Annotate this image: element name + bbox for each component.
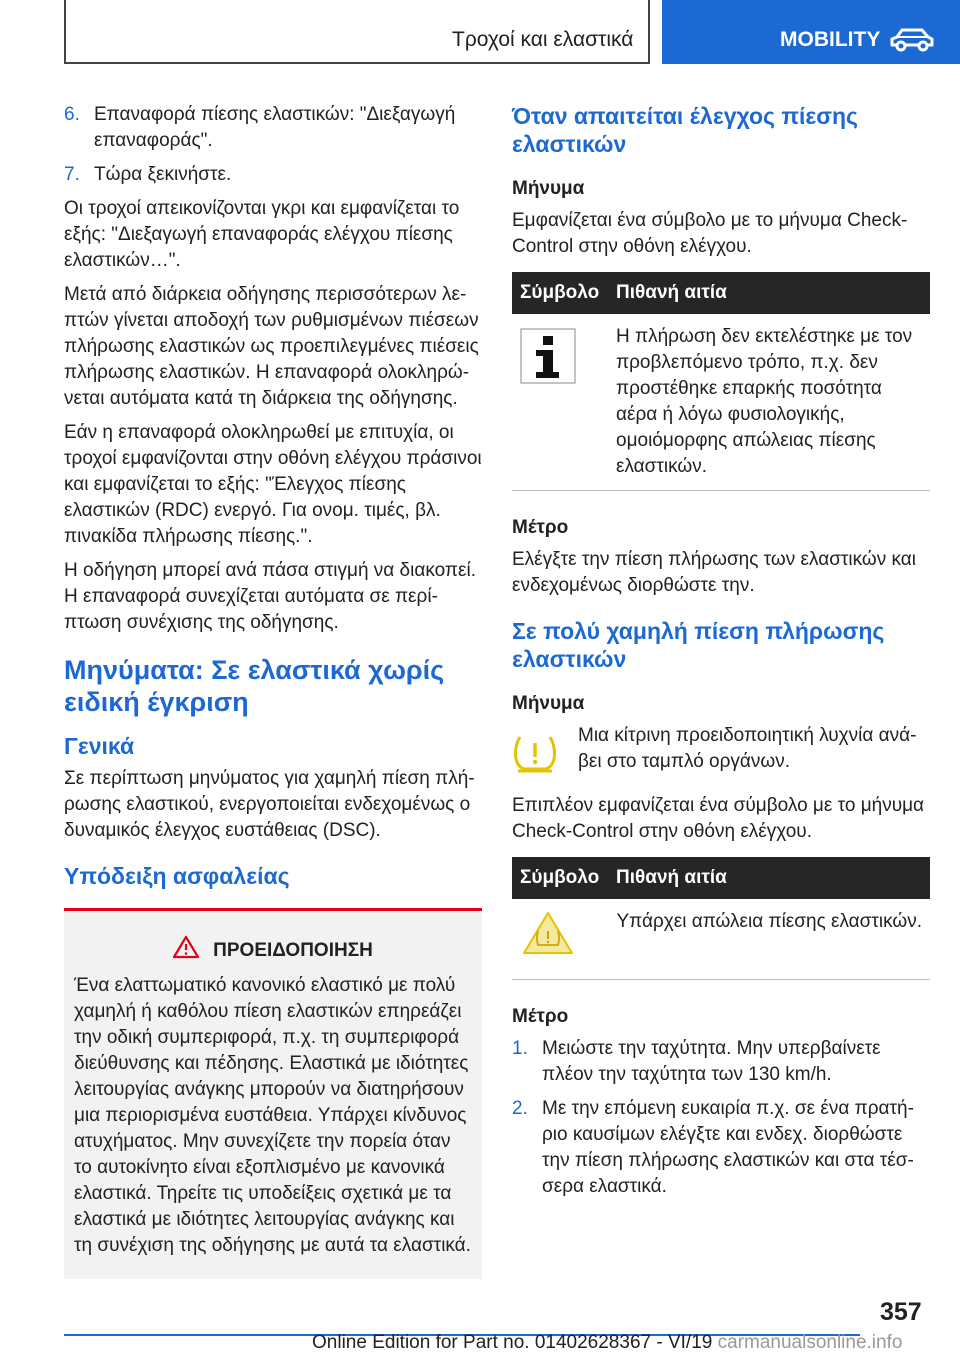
paragraph: Μετά από διάρκεια οδήγησης περισσότερων λεπτών γίνεται αποδοχή των ρυθμισμένων πιέσεων πλήρωσης ελαστικών ως προεπιλεγμένες πιέσεις πλήρωσης ελαστικών. Η επαναφορά ολοκληρώνεται αυτόματα κατά τη διάρκεια της οδήγησης. (64, 284, 479, 409)
edition-text: Online Edition for Part no. 01402628367 - VI/19 (312, 1332, 713, 1353)
subsection-heading: Γενικά (64, 733, 135, 759)
label-heading: Μήνυμα (512, 693, 585, 714)
mobility-tab[interactable] (662, 0, 960, 64)
section-heading: Μηνύματα: Σε ελαστικά χωρίς ειδική έγκριση (64, 655, 445, 717)
symbol-table-2 (512, 857, 930, 980)
warning-header (74, 935, 472, 967)
label-heading: Μέτρο (512, 517, 569, 538)
car-icon (888, 25, 936, 58)
paragraph: Ελέγξτε την πίεση πλήρωσης των ελαστικών και ενδεχομένως διορθώστε την. (512, 549, 917, 596)
paragraph: Οι τροχοί απεικονίζονται γκρι και εμφανίζεται το εξής: "Διεξαγωγή επαναφοράς ελέγχου πίεσης ελαστικών…". (64, 198, 460, 271)
tire-pressure-warning-icon (512, 723, 578, 781)
list-text: Μειώστε την ταχύτητα. Μην υπερβαίνετε πλέον την ταχύτητα των 130 km/h. (542, 1038, 881, 1085)
section-heading: Σε πολύ χαμηλή πίεση πλήρωσης ελαστικών (512, 618, 885, 672)
warning-box (64, 908, 482, 1279)
list-item (64, 102, 482, 154)
paragraph: Η οδήγηση μπορεί ανά πάσα στιγμή να διακοπεί. Η επαναφορά συνεχίζεται αυτόματα σε περίπτωση συνέχισης της οδήγησης. (64, 560, 476, 633)
lamp-row (512, 723, 930, 781)
mobility-tab-label: MOBILITY (780, 28, 881, 51)
paragraph: Εάν η επαναφορά ολοκληρωθεί με επιτυχία, οι τροχοί εμφανίζονται στην οθόνη ελέγχου πράσινοι και εμφανίζεται το εξής: "Έλεγχος πίεσης ελαστικών (RDC) ενεργό. Για ονομ. τιμές, βλ. πινακίδα πλήρωσης πίεσης.". (64, 422, 482, 547)
list-text: Τώρα ξεκινήστε. (94, 164, 232, 185)
table-header-cause: Πιθανή αιτία (608, 272, 930, 314)
table-row (512, 899, 930, 980)
list-text: Με την επόμενη ευκαιρία π.χ. σε ένα πρατήριο καυσίμων ελέγξτε και ενδεχ. διορθώστε την πίεση πλήρωσης ελαστικών και στα τέσσερα ελαστικά. (542, 1098, 914, 1197)
warning-text: Ένα ελαττωματικό κανονικό ελαστικό με πολύ χαμηλή ή καθόλου πίεση ελαστικών επηρεάζει την οδική συμπεριφορά, π.χ. τη συμπεριφορά διεύθυνσης και πέδησης. Ελαστικά με ιδιότητες λειτουργίας ανάγκης μπορούν να διατηρήσουν μια περιορισμένα ευστάθεια. Υπάρχει κίνδυνος ατυχήματος. Μην συνεχίζετε την πορεία όταν το αυτοκίνητο είναι εξοπλισμένο με κανονικά ελαστικά. Τηρείτε τις υποδείξεις σχετικά με τα ελαστικά με ιδιότητες λειτουργίας ανάγκης και τη συνέχιση της οδήγησης με αυτά τα ελαστικά. (74, 975, 471, 1256)
list-text: Επαναφορά πίεσης ελαστικών: "Διεξαγωγή επαναφοράς". (94, 104, 456, 151)
warning-title: ΠΡΟΕΙΔΟΠΟΙΗΣΗ (213, 940, 373, 961)
list-number: 1. (512, 1038, 528, 1059)
page-number: 357 (880, 1298, 922, 1326)
list-item (64, 162, 482, 188)
list-number: 6. (64, 104, 80, 125)
right-column (512, 102, 930, 1208)
left-column (64, 102, 482, 1279)
table-header-cause: Πιθανή αιτία (608, 857, 930, 899)
footer-edition (312, 1332, 902, 1354)
info-icon (520, 368, 576, 389)
table-header-symbol: Σύμβολο (512, 857, 608, 899)
chapter-title: Τροχοί και ελαστικά (452, 28, 634, 51)
warning-triangle-icon (173, 935, 213, 967)
paragraph: Επιπλέον εμφανίζεται ένα σύμβολο με το μήνυμα Check-Control στην οθόνη ελέγχου. (512, 795, 925, 842)
list-number: 7. (64, 164, 80, 185)
list-item (512, 1036, 930, 1088)
section-heading: Όταν απαιτείται έλεγχος πίεσης ελαστικών (512, 103, 859, 157)
watermark-text: carmanualsonline.info (717, 1332, 903, 1353)
table-header-symbol: Σύμβολο (512, 272, 608, 314)
subsection-heading: Υπόδειξη ασφαλείας (64, 863, 290, 889)
lamp-text: Μια κίτρινη προειδοποιητική λυχνία ανάβει στο ταμπλό οργάνων. (578, 725, 917, 772)
warning-triangle-icon (520, 941, 576, 962)
table-cell-cause: Η πλήρωση δεν εκτελέστηκε με τον προβλεπόμενο τρόπο, π.χ. δεν προστέθηκε επαρκής ποσότητα αέρα ή λόγω φυσιολογικής, ομοιόμορφης απώλειας πίεσης ελαστικών. (608, 314, 930, 491)
symbol-table (512, 272, 930, 491)
paragraph: Εμφανίζεται ένα σύμβολο με το μήνυμα Check-Control στην οθόνη ελέγχου. (512, 210, 908, 257)
list-number: 2. (512, 1098, 528, 1119)
list-item (512, 1096, 930, 1200)
table-cell-cause: Υπάρχει απώλεια πίεσης ελαστικών. (608, 899, 930, 980)
paragraph: Σε περίπτωση μηνύματος για χαμηλή πίεση πλήρωσης ελαστικού, ενεργοποιείται ενδεχομένως ο δυναμικός έλεγχος ευστάθειας (DSC). (64, 768, 475, 841)
label-heading: Μήνυμα (512, 178, 585, 199)
table-row (512, 314, 930, 491)
label-heading: Μέτρο (512, 1006, 569, 1027)
